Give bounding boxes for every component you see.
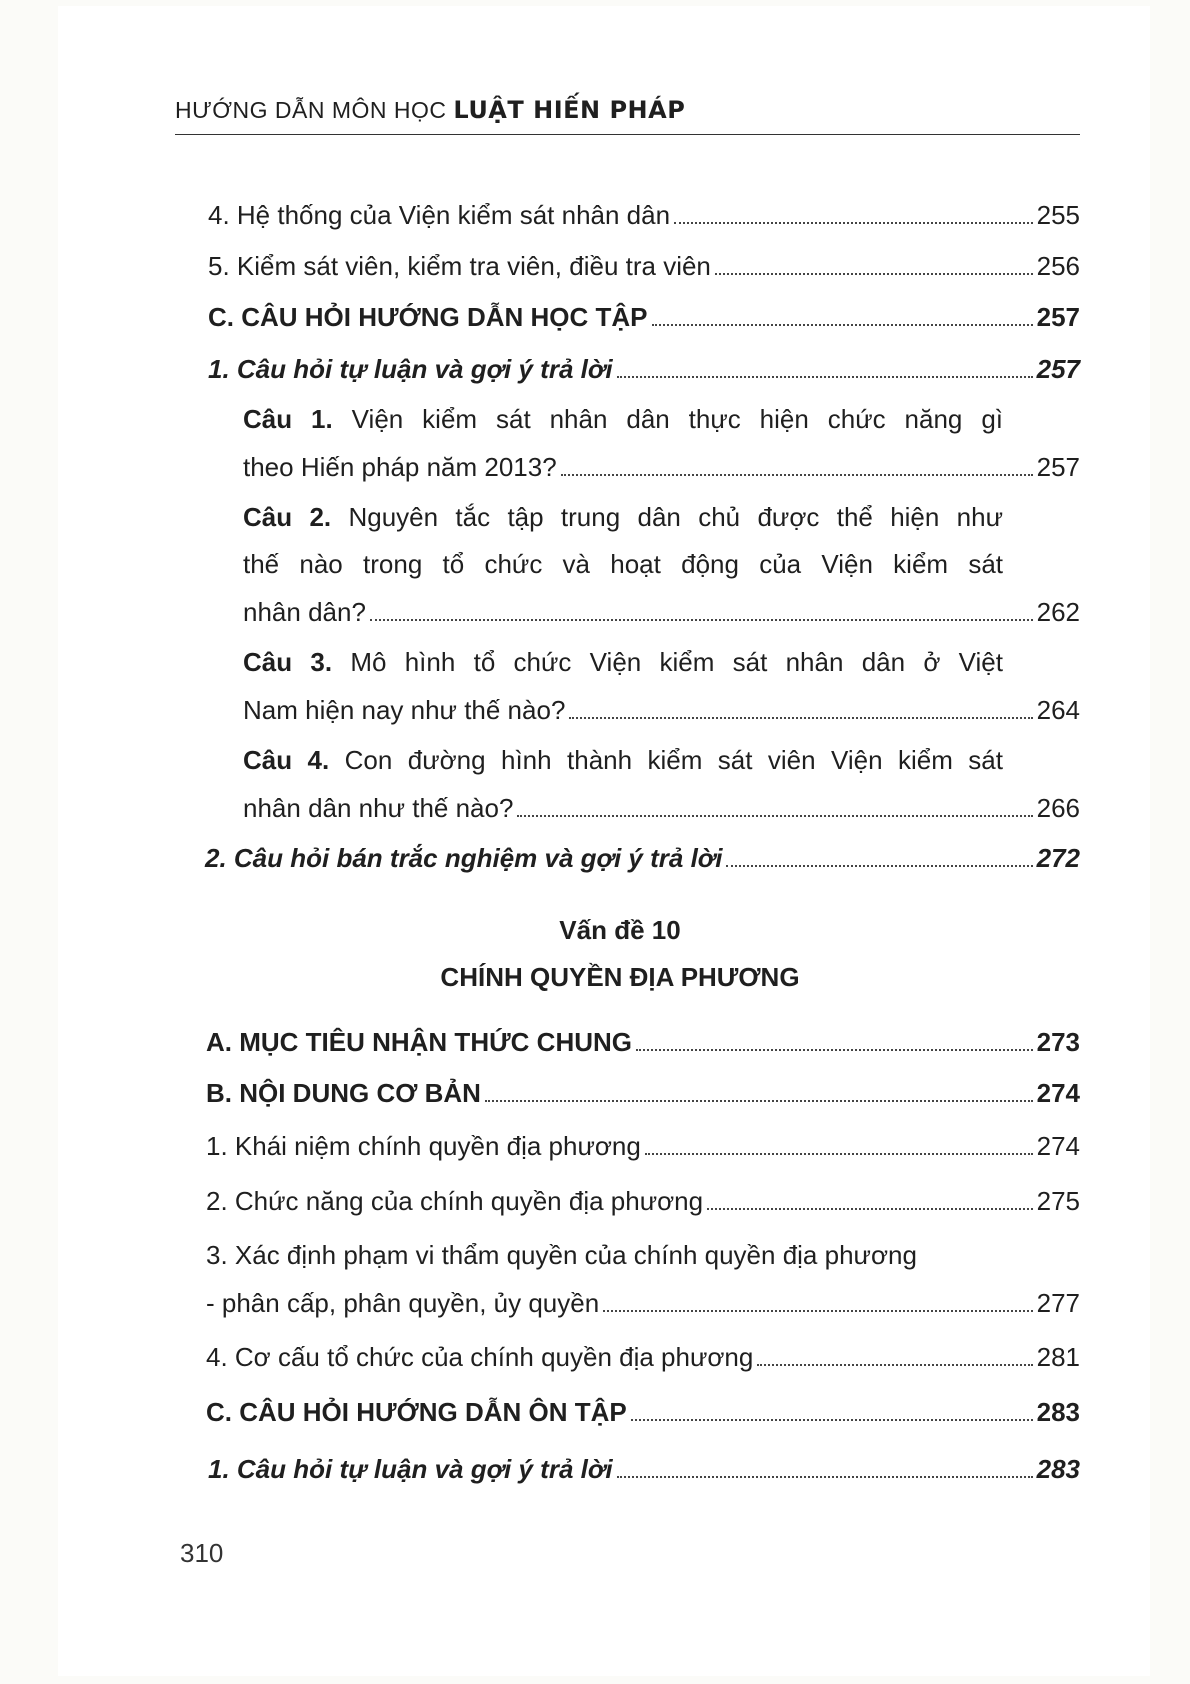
toc-entry[interactable]: 5. Kiểm sát viên, kiểm tra viên, điều tra viên 256 xyxy=(208,251,1080,281)
toc-entry[interactable]: 4. Cơ cấu tổ chức của chính quyền địa phương 281 xyxy=(206,1342,1080,1372)
toc-section[interactable]: C. CÂU HỎI HƯỚNG DẪN HỌC TẬP 257 xyxy=(208,302,1080,332)
toc-subsection[interactable]: 1. Câu hỏi tự luận và gợi ý trả lời 257 xyxy=(208,354,1080,384)
toc-entry[interactable]: 1. Khái niệm chính quyền địa phương 274 xyxy=(206,1131,1080,1161)
toc-subsection[interactable]: 2. Câu hỏi bán trắc nghiệm và gợi ý trả lời 272 xyxy=(205,843,1080,873)
question-2-line-3[interactable]: nhân dân? 262 xyxy=(243,597,1080,627)
question-3-line-1[interactable]: Câu 3. Mô hình tổ chức Viện kiểm sát nhân dân ở Việt xyxy=(243,647,1003,677)
toc-entry-line-2[interactable]: - phân cấp, phân quyền, ủy quyền 277 xyxy=(206,1288,1080,1318)
question-2-line-1[interactable]: Câu 2. Nguyên tắc tập trung dân chủ được thể hiện như xyxy=(243,502,1004,532)
toc-entry[interactable]: 4. Hệ thống của Viện kiểm sát nhân dân 255 xyxy=(208,200,1080,230)
question-1-line-2[interactable]: theo Hiến pháp năm 2013? 257 xyxy=(243,452,1080,482)
header-prefix: HƯỚNG DẪN MÔN HỌC xyxy=(175,97,447,123)
question-1-line-1[interactable]: Câu 1. Viện kiểm sát nhân dân thực hiện chức năng gì xyxy=(243,404,1003,434)
question-2-line-2: thế nào trong tổ chức và hoạt động của Viện kiểm sát xyxy=(243,549,1003,579)
page-number: 310 xyxy=(180,1538,224,1568)
chapter-title: CHÍNH QUYỀN ĐỊA PHƯƠNG xyxy=(440,962,800,992)
chapter-number: Vấn đề 10 xyxy=(559,915,681,945)
question-4-line-2[interactable]: nhân dân như thế nào? 266 xyxy=(243,793,1080,823)
toc-entry[interactable]: 2. Chức năng của chính quyền địa phương 275 xyxy=(206,1186,1080,1216)
question-4-line-1[interactable]: Câu 4. Con đường hình thành kiểm sát viên Viện kiểm sát xyxy=(243,745,1003,775)
question-3-line-2[interactable]: Nam hiện nay như thế nào? 264 xyxy=(243,695,1080,725)
toc-section[interactable]: A. MỤC TIÊU NHẬN THỨC CHUNG 273 xyxy=(206,1027,1080,1057)
toc-section[interactable]: C. CÂU HỎI HƯỚNG DẪN ÔN TẬP 283 xyxy=(206,1397,1080,1427)
toc-entry-line-1[interactable]: 3. Xác định phạm vi thẩm quyền của chính quyền địa phương xyxy=(206,1240,917,1270)
toc-section[interactable]: B. NỘI DUNG CƠ BẢN 274 xyxy=(206,1078,1080,1108)
header-title: LUẬT HIẾN PHÁP xyxy=(453,96,686,124)
toc-subsection[interactable]: 1. Câu hỏi tự luận và gợi ý trả lời 283 xyxy=(208,1454,1080,1484)
